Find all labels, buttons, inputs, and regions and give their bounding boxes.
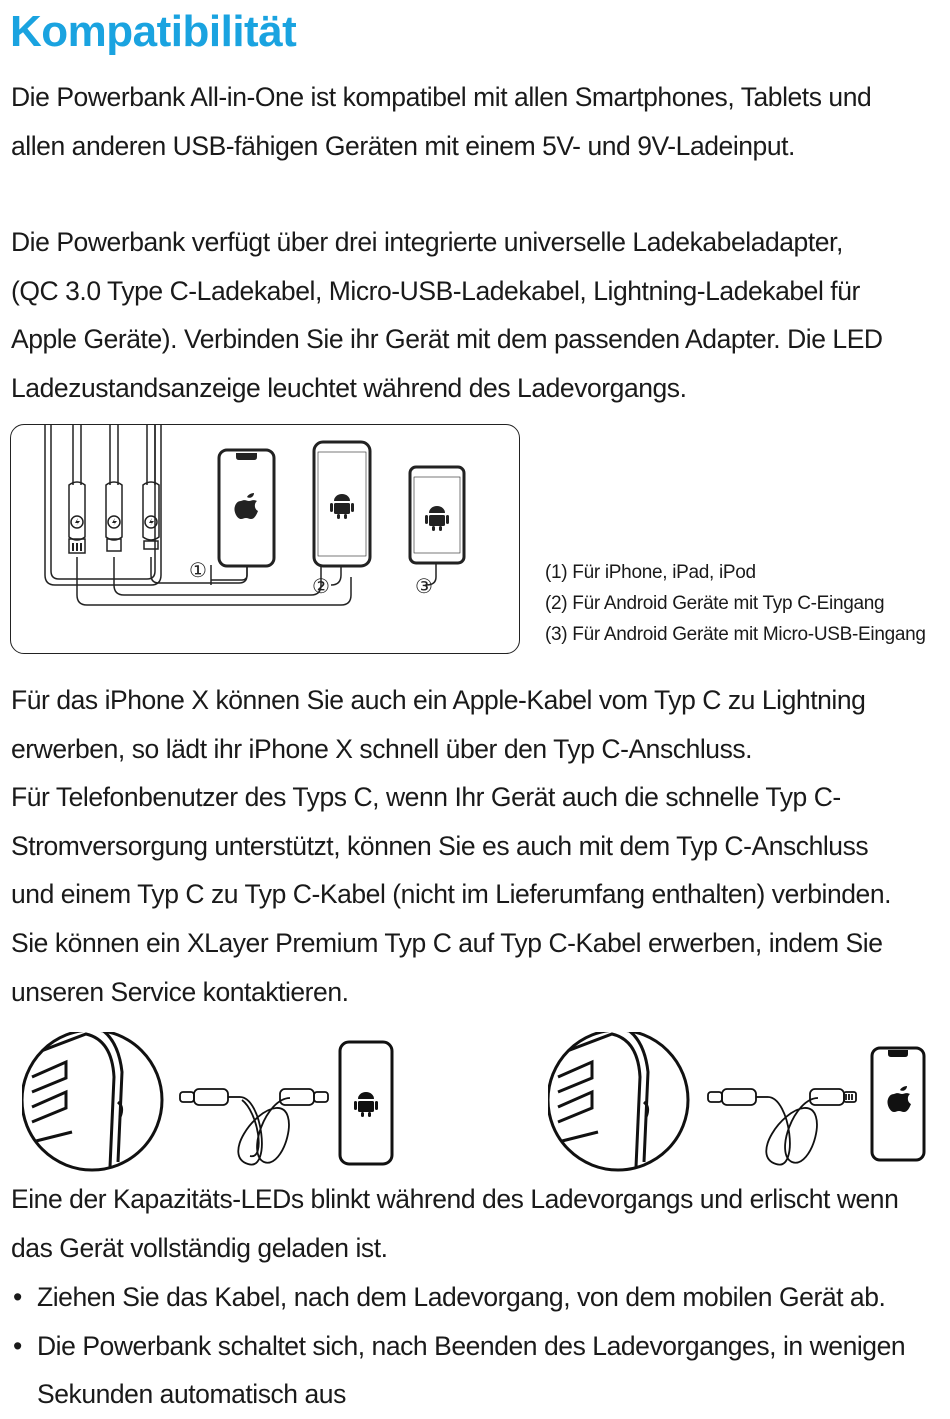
legend-item: (1) Für iPhone, iPad, iPod bbox=[545, 562, 756, 583]
cable-diagram-illustration bbox=[11, 425, 520, 654]
text-line: Für Telefonbenutzer des Typs C, wenn Ihr Gerät auch die schnelle Typ C- bbox=[11, 782, 841, 813]
adapters-paragraph bbox=[11, 218, 946, 412]
bullet-dot: • bbox=[13, 1330, 22, 1361]
bullet-list bbox=[11, 1273, 946, 1419]
intro-paragraph bbox=[11, 73, 946, 170]
text-line: und einem Typ C zu Typ C-Kabel (nicht im Lieferumfang enthalten) verbinden. bbox=[11, 879, 892, 910]
typec-lightning-illustration bbox=[548, 1032, 938, 1172]
text-line: Sie können ein XLayer Premium Typ C auf Typ C-Kabel erwerben, indem Sie bbox=[11, 927, 883, 958]
typec-android-illustration bbox=[22, 1032, 402, 1172]
iphone-x-paragraph bbox=[11, 676, 946, 1016]
bullet-item bbox=[11, 1322, 946, 1419]
text-line: Für das iPhone X können Sie auch ein Apple-Kabel vom Typ C zu Lightning bbox=[11, 685, 866, 715]
marker-1: ① bbox=[189, 558, 207, 582]
text-line: Ladezustandsanzeige leuchtet während des Ladevorgangs. bbox=[11, 372, 687, 403]
bullet-item bbox=[11, 1273, 946, 1322]
marker-3: ③ bbox=[415, 574, 433, 598]
page-title: Kompatibilität bbox=[10, 7, 297, 56]
bullet-dot: • bbox=[13, 1282, 22, 1312]
text-line: Die Powerbank All-in-One ist kompatibel mit allen Smartphones, Tablets und bbox=[11, 82, 872, 112]
legend-item: (2) Für Android Geräte mit Typ C-Eingang bbox=[545, 593, 885, 614]
text-line: Apple Geräte). Verbinden Sie ihr Gerät mit dem passenden Adapter. Die LED bbox=[11, 324, 883, 355]
legend-item: (3) Für Android Geräte mit Micro-USB-Eingang bbox=[545, 624, 926, 645]
marker-2: ② bbox=[312, 574, 330, 598]
text-line: das Gerät vollständig geladen ist. bbox=[11, 1232, 388, 1263]
text-line: Die Powerbank schaltet sich, nach Beenden des Ladevorganges, in wenigen bbox=[37, 1330, 906, 1361]
text-line: allen anderen USB-fähigen Geräten mit einem 5V- und 9V-Ladeinput. bbox=[11, 130, 795, 161]
text-line: Sekunden automatisch aus bbox=[37, 1379, 346, 1410]
android-phone-large bbox=[314, 442, 370, 566]
cable-diagram bbox=[10, 424, 520, 654]
led-info-paragraph bbox=[11, 1175, 946, 1272]
text-line: Eine der Kapazitäts-LEDs blinkt während des Ladevorgangs und erlischt wenn bbox=[11, 1184, 899, 1214]
text-line: erwerben, so lädt ihr iPhone X schnell über den Typ C-Anschluss. bbox=[11, 733, 753, 764]
text-line: unseren Service kontaktieren. bbox=[11, 976, 349, 1007]
iphone-device bbox=[219, 450, 274, 566]
text-line: Die Powerbank verfügt über drei integrierte universelle Ladekabeladapter, bbox=[11, 227, 843, 257]
diagram-legend bbox=[545, 557, 926, 650]
text-line: (QC 3.0 Type C-Ladekabel, Micro-USB-Ladekabel, Lightning-Ladekabel für bbox=[11, 275, 860, 306]
text-line: Stromversorgung unterstützt, können Sie es auch mit dem Typ C-Anschluss bbox=[11, 830, 869, 861]
android-phone-small bbox=[410, 467, 464, 563]
text-line: Ziehen Sie das Kabel, nach dem Ladevorgang, von dem mobilen Gerät ab. bbox=[37, 1282, 886, 1312]
